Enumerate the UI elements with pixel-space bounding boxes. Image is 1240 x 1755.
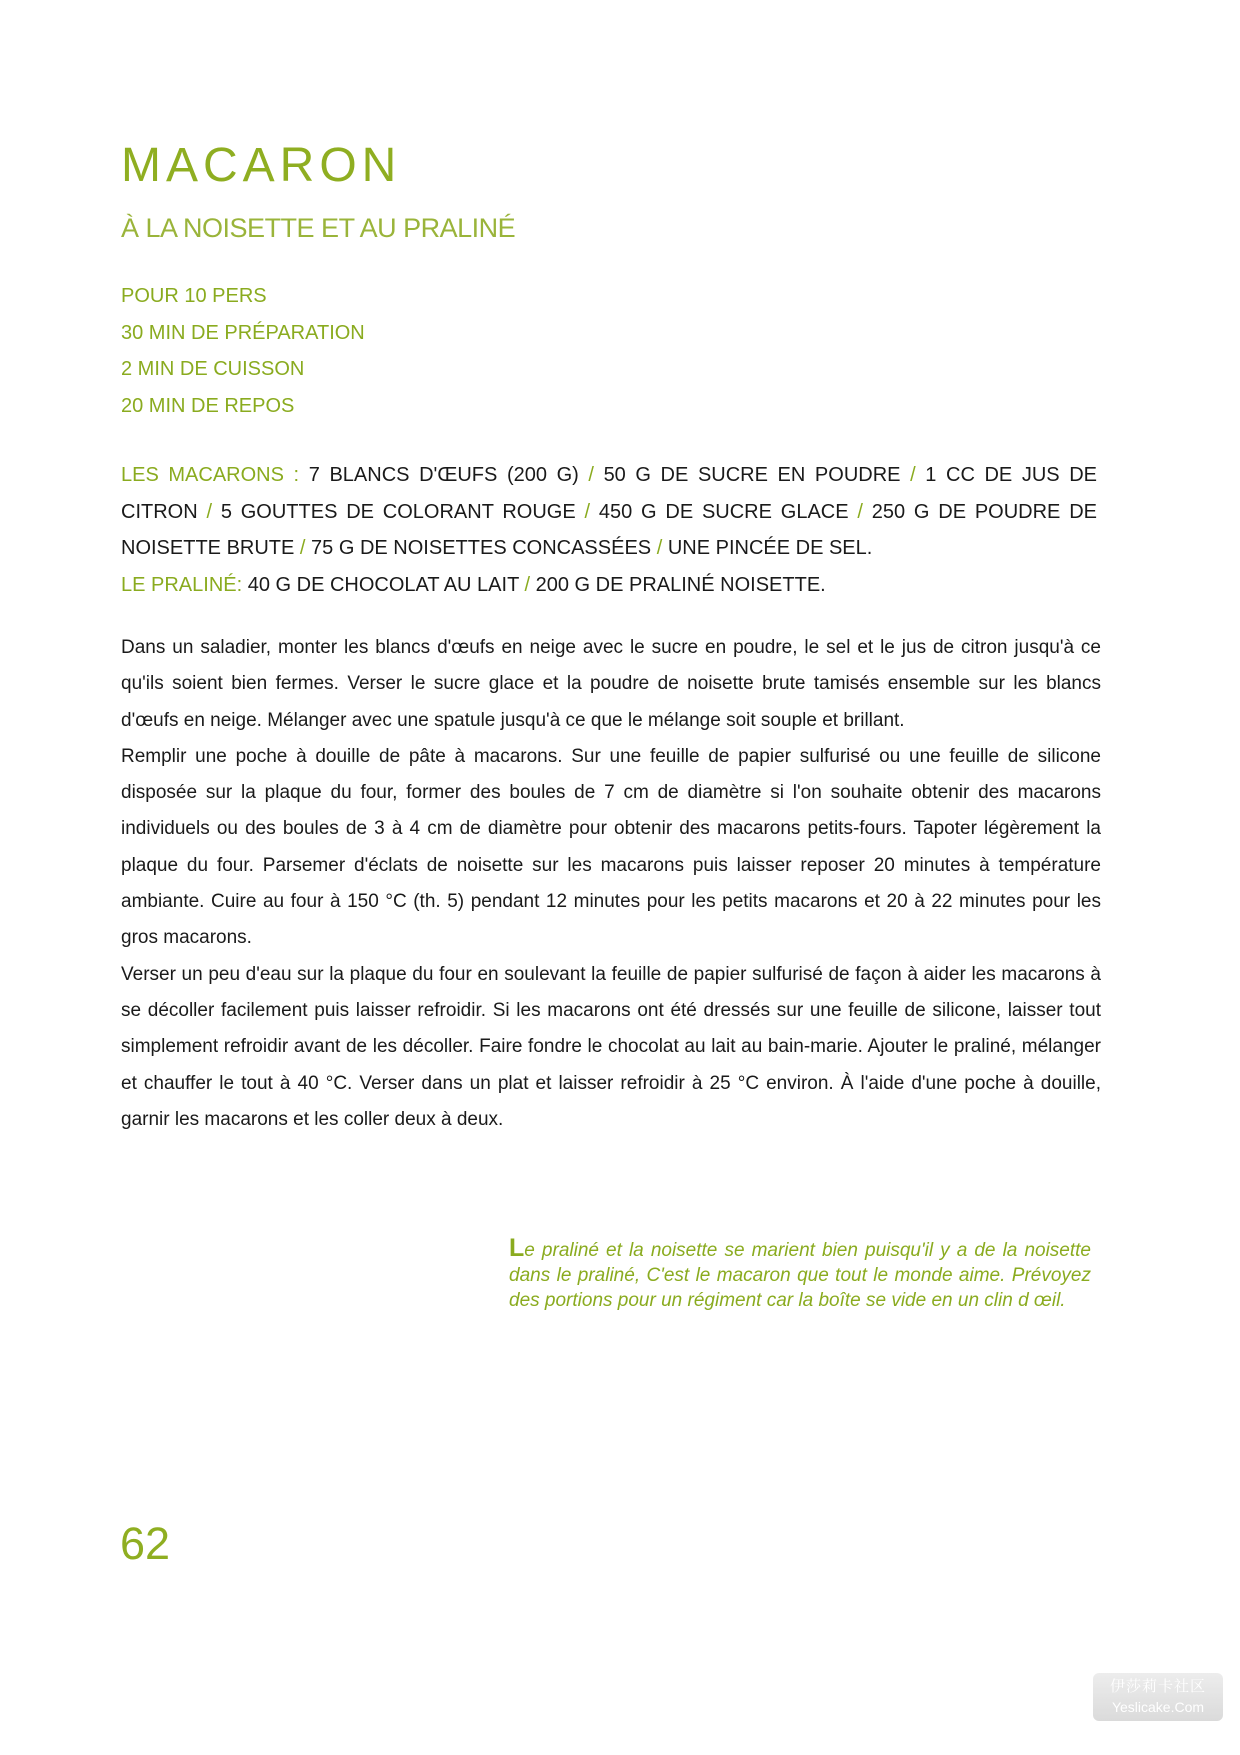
ingredient-item: 75 G DE NOISETTES CONCASSÉES xyxy=(311,537,652,559)
ingredient-item: 40 G DE CHOCOLAT AU LAIT xyxy=(247,573,519,596)
method-block xyxy=(121,630,1101,1138)
recipe-subtitle: À LA NOISETTE ET AU PRALINÉ xyxy=(121,213,516,243)
separator: / xyxy=(588,464,594,486)
separator: / xyxy=(910,464,916,486)
site-watermark xyxy=(1093,1673,1223,1721)
ingredient-item: 1 CC DE JUS DE CITRON xyxy=(121,464,1098,523)
separator: / xyxy=(206,500,213,523)
prep-time: 30 MIN DE PRÉPARATION xyxy=(121,321,365,344)
macarons-label: LES MACARONS : xyxy=(121,464,300,486)
cook-time: 2 MIN DE CUISSON xyxy=(121,358,305,380)
page-number: 62 xyxy=(120,1518,171,1569)
ingredient-item: 450 G DE SUCRE GLACE xyxy=(598,500,849,523)
method-paragraph: Remplir une poche à douille de pâte à macarons. Sur une feuille de papier sulfurisé ou une feuille de silicone disposée sur la plaque du four, former des boules de 7 cm de diamètre si l'on souhaite obtenir des macarons individuels ou des boules de 3 à 4 cm de diamètre pour obtenir des macarons petits-fours. Tapoter légèrement la plaque du four. Parsemer d'éclats de noisette sur les macarons puis laisser reposer 20 minutes à température ambiante. Cuire au four à 150 °C (th. 5) pendant 12 minutes pour les petits macarons et 20 à 22 minutes pour les gros macarons. xyxy=(121,745,1101,949)
praline-label: LE PRALINÉ: xyxy=(121,573,243,596)
servings: POUR 10 PERS xyxy=(121,285,267,307)
ingredient-item: 250 G DE POUDRE DE NOISETTE BRUTE xyxy=(121,500,1097,559)
separator: / xyxy=(584,500,591,523)
separator: / xyxy=(656,537,663,559)
ingredient-item: 5 GOUTTES DE COLORANT ROUGE xyxy=(220,500,576,523)
method-paragraph: Dans un saladier, monter les blancs d'œufs en neige avec le sucre en poudre, le sel et le jus de citron jusqu'à ce qu'ils soient bien fermes. Verser le sucre glace et la poudre de noisette brute tamisés ensemble sur les blancs d'œufs en neige. Mélanger avec une spatule jusqu'à ce que le mélange soit souple et brillant. xyxy=(121,637,1101,731)
quote-dropcap: L xyxy=(509,1234,525,1262)
recipe-meta-list xyxy=(121,278,365,424)
method-paragraph: Verser un peu d'eau sur la plaque du four en soulevant la feuille de papier sulfurisé de façon à aider les macarons à se décoller facilement puis laisser refroidir. Si les macarons ont été dressés sur une feuille de silicone, laisser tout simplement refroidir avant de les décoller. Faire fondre le chocolat au lait au bain-marie. Ajouter le praliné, mélanger et chauffer le tout à 40 °C. Verser dans un plat et laisser refroidir à 25 °C environ. À l'aide d'une poche à douille, garnir les macarons et les coller deux à deux. xyxy=(121,963,1101,1130)
recipe-title: MACARON xyxy=(121,139,402,192)
separator: / xyxy=(299,537,306,559)
separator: / xyxy=(524,573,531,596)
macarons-ingredients xyxy=(121,457,1097,567)
watermark-line-1: 伊莎莉卡社区 xyxy=(1109,1678,1206,1695)
quote-text: e praliné et la noisette se marient bien puisqu'il y a de la noisette dans le praliné, C'est le macaron que tout le monde aime. Prévoyez des portions pour un régiment car la boîte se vide en un clin d œil. xyxy=(509,1240,1091,1311)
praline-ingredients xyxy=(121,567,1097,604)
ingredient-item: UNE PINCÉE DE SEL. xyxy=(667,537,873,559)
watermark-line-2: Yeslicake.Com xyxy=(1111,1699,1205,1715)
ingredient-item: 200 G DE PRALINÉ NOISETTE. xyxy=(535,573,826,596)
ingredient-item: 7 BLANCS D'ŒUFS (200 G) xyxy=(308,464,579,486)
chef-quote xyxy=(509,1236,1091,1313)
rest-time: 20 MIN DE REPOS xyxy=(121,394,295,417)
separator: / xyxy=(857,500,863,523)
ingredient-item: 50 G DE SUCRE EN POUDRE xyxy=(603,464,901,486)
ingredients-block xyxy=(121,457,1097,603)
